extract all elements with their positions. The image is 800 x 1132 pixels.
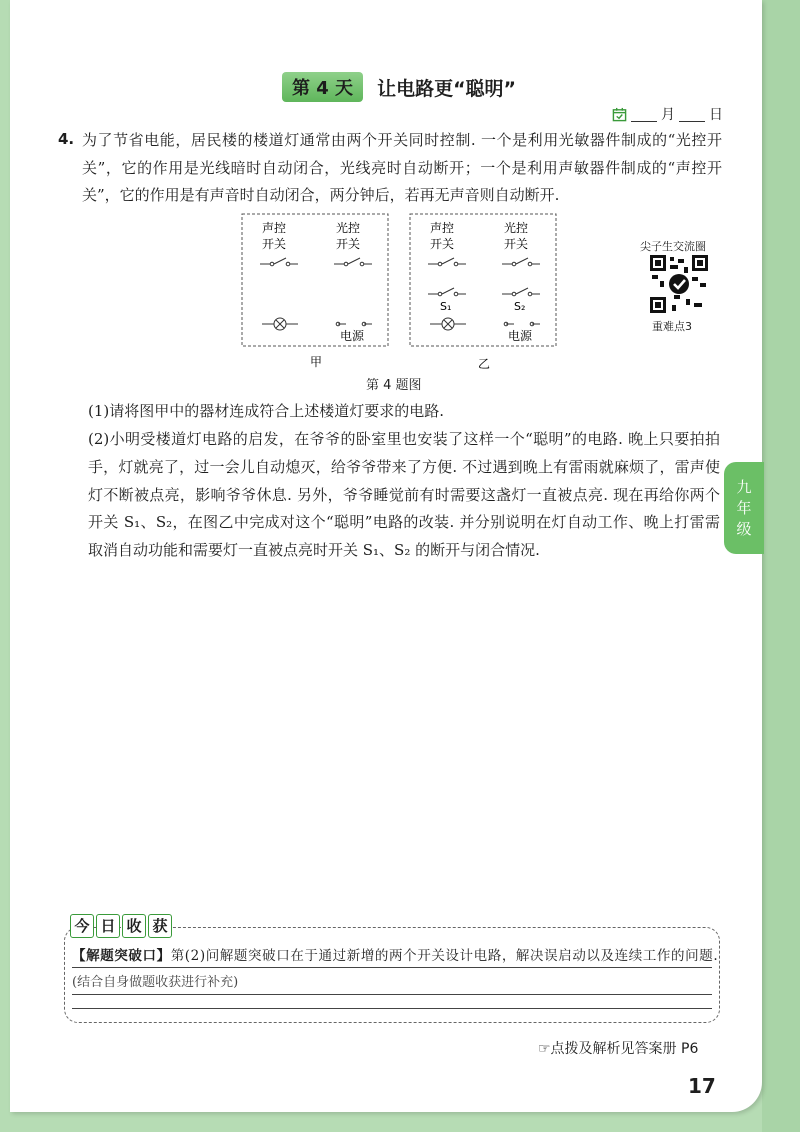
day-label: 日 [709,107,723,123]
grade-side-tab [724,462,764,554]
panel-b-sound-switch [428,258,466,266]
panel-a-sound-label: 声控 [262,221,287,235]
panel-b-s1-label: S₁ [440,300,452,313]
harvest-title-char: 获 [148,914,172,938]
panel-a-light-label: 光控 [336,221,361,235]
grade-tab-char-2: 年 [736,498,752,517]
panel-b-sound-label: 声控 [430,221,455,235]
page-number: 17 [688,1074,716,1098]
panel-a-lamp [262,318,298,330]
month-label: 月 [661,107,675,123]
notes-line[interactable]: (结合自身做题收获进行补充) [72,971,712,995]
qr-code-icon[interactable] [650,255,708,313]
qr-title: 尖子生交流圈 [640,240,706,253]
question-number: 4. [58,130,75,148]
panel-a-sound-label-2: 开关 [262,237,287,251]
sub-question-1: (1)请将图甲中的器材连成符合上述楼道灯要求的电路. [88,402,445,420]
panel-b-caption: 乙 [478,357,491,371]
harvest-title-char: 今 [70,914,94,938]
day-header [282,72,516,102]
panel-b-sound-label-2: 开关 [430,237,455,251]
figure-caption: 第 4 题图 [366,378,422,393]
panel-b-light-switch [502,258,540,266]
panel-b-light-label: 光控 [504,221,529,235]
panel-a-light-label-2: 开关 [336,237,361,251]
notes-blank-line[interactable] [72,1008,712,1009]
month-blank[interactable] [631,107,657,122]
solution-tip [72,944,719,968]
panel-b-light-label-2: 开关 [504,237,529,251]
panel-a-caption: 甲 [310,355,323,369]
grade-tab-char-3: 级 [736,519,752,538]
day-badge: 第 4 天 [282,72,363,102]
panel-b-s2-switch [502,288,540,296]
harvest-title-char: 收 [122,914,146,938]
panel-b-power-terminals [504,322,540,326]
question-stem: 为了节省电能，居民楼的楼道灯通常由两个开关同时控制. 一个是利用光敏器件制成的“光控开关”，它的作用是光线暗时自动闭合，光线亮时自动断开；一个是利用声敏器件制成的“声控开关”，它的作用是有声音时自动闭合，两分钟后，若再无声音则自动断开. [82,131,722,204]
panel-a-sound-switch [260,258,298,266]
panel-b-s1-switch [428,288,466,296]
grade-tab-char-1: 九 [736,477,752,496]
panel-b-lamp [430,318,466,330]
day-blank[interactable] [679,107,705,122]
tip-tag: 【解题突破口】 [72,948,171,964]
harvest-title-char: 日 [96,914,120,938]
calendar-check-icon [612,107,627,122]
sub-question-2: (2)小明受楼道灯电路的启发，在爷爷的卧室里也安装了这样一个“聪明”的电路. 晚上只要拍拍手，灯就亮了，过一会儿自动熄灭，给爷爷带来了方便. 不过遇到晚上有雷雨就麻烦了，雷声使灯不断被点亮，影响爷爷休息. 另外，爷爷睡觉前有时需要这盏灯一直被点亮. 现在再给你两个开关 S₁、S₂，在图乙中完成对这个“聪明”电路的改装. 并分别说明在灯自动工作、晚上打雷需取消自动功能和需要灯一直被点亮时开关 S₁、S₂ 的断开与闭合情况. [88,430,720,560]
panel-a-light-switch [334,258,372,266]
page-title: 让电路更“聪明” [377,77,517,100]
panel-a-power-terminals [336,322,372,326]
answer-reference: ☞点拨及解析见答案册 P6 [538,1041,699,1057]
tip-text: 第(2)问解题突破口在于通过新增的两个开关设计电路，解决误启动以及连续工作的问题. [170,948,719,964]
panel-b-s2-label: S₂ [514,300,526,313]
panel-b-power-label: 电源 [508,329,533,343]
qr-subtitle: 重难点3 [652,320,692,333]
panel-a-power-label: 电源 [340,329,365,343]
circuit-figure [240,212,560,372]
date-fill-row [612,104,723,124]
harvest-title [70,914,172,938]
right-green-strip [762,0,800,1132]
